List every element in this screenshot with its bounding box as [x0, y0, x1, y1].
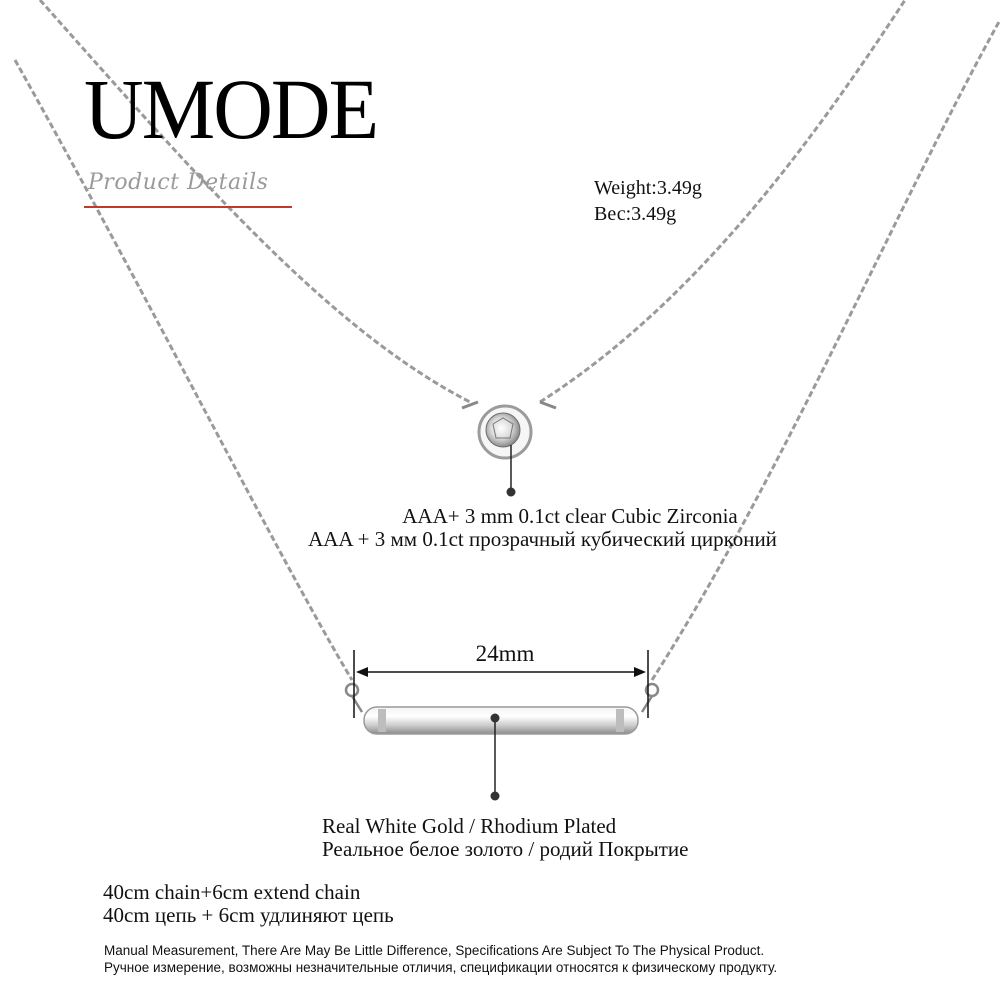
disclaimer-en: Manual Measurement, There Are May Be Little Difference, Specifications Are Subject To The Physical Product. — [104, 943, 765, 958]
weight-ru: Вес:3.49g — [594, 203, 677, 225]
outer-chain-right — [652, 20, 1000, 680]
cubic-zirconia-pendant — [479, 406, 531, 458]
accent-underline — [84, 206, 292, 208]
disclaimer — [104, 942, 777, 976]
stone-en: AAA+ 3 mm 0.1ct clear Cubic Zirconia — [402, 504, 738, 528]
material-spec — [322, 815, 689, 861]
stone-ru: AAA + 3 мм 0.1ct прозрачный кубический цирконий — [308, 527, 777, 551]
material-en: Real White Gold / Rhodium Plated — [322, 814, 617, 838]
disclaimer-ru: Ручное измерение, возможны незначительные отличия, спецификации относятся к физическому продукту. — [104, 960, 778, 975]
chain-length-en: 40cm chain+6cm extend chain — [103, 880, 361, 904]
bar-pendant — [364, 707, 638, 734]
material-ru: Реальное белое золото / родий Покрытие — [322, 837, 689, 861]
chain-length-spec — [103, 881, 394, 927]
weight-en: Weight:3.49g — [594, 177, 702, 199]
chain-length-ru: 40cm цепь + 6cm удлиняют цепь — [103, 903, 394, 927]
stone-spec — [0, 505, 1000, 551]
product-details-subtitle: Product Details — [88, 170, 269, 195]
brand-logo: UMODE — [84, 61, 378, 157]
bar-length-label: 24mm — [475, 641, 535, 666]
weight-spec — [594, 175, 702, 227]
